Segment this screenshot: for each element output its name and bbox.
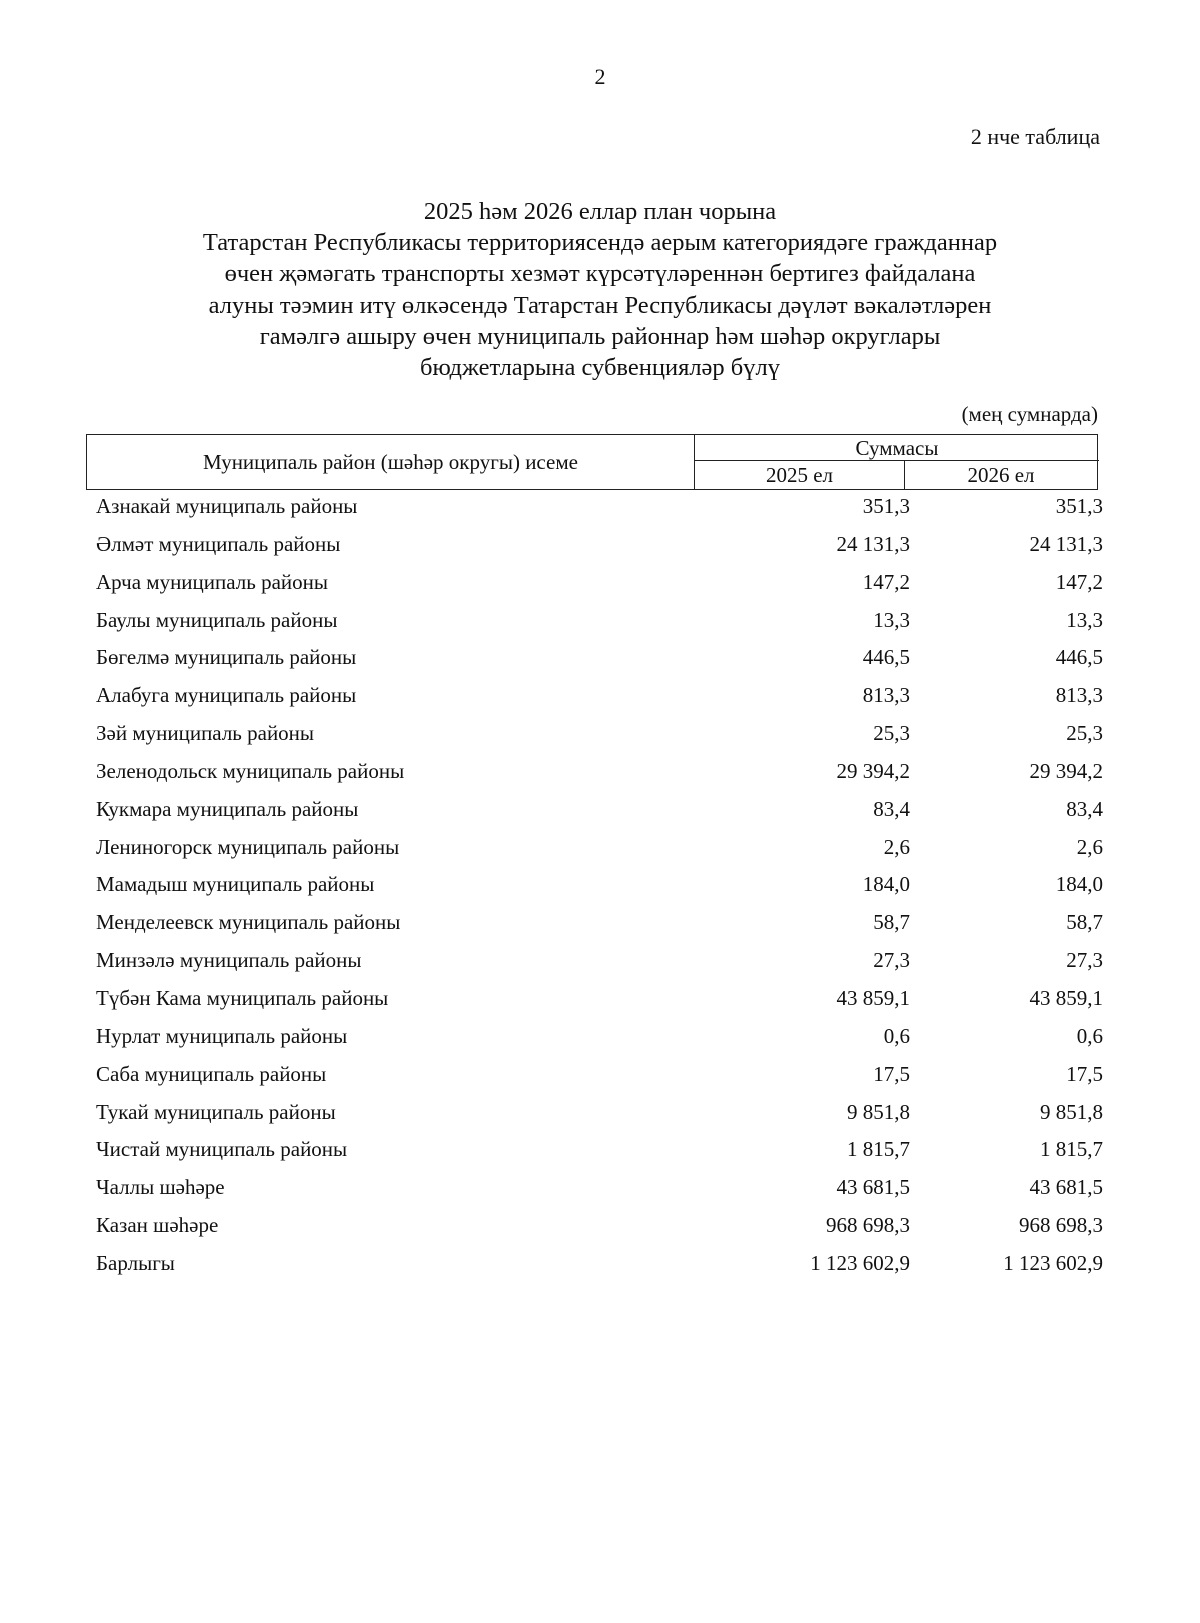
row-value-2025: 0,6 [883,1023,910,1048]
table-row [0,906,1200,944]
row-value-2025: 1 123 602,9 [810,1250,910,1275]
row-value-2025: 13,3 [873,607,910,632]
row-value-2026: 29 394,2 [1029,758,1103,783]
title-line: өчен җәмәгать транспорты хезмәт күрсәтүләреннән бертигез файдалана [224,260,976,288]
table-row [0,641,1200,679]
row-value-2026: 25,3 [1066,721,1103,746]
table-label: 2 нче таблица [970,124,1100,149]
table-row [0,528,1200,566]
row-name: Алабуга муниципаль районы [96,683,357,708]
row-name: Казан шәһәре [96,1213,219,1238]
row-name: Кукмара муниципаль районы [96,796,359,821]
total-row [0,1247,1200,1285]
header-sums-column: Суммасы [695,435,1099,461]
table-row [0,566,1200,604]
row-value-2026: 1 815,7 [1040,1137,1103,1162]
row-name: Саба муниципаль районы [96,1061,327,1086]
row-name: Чаллы шәһәре [96,1175,225,1200]
row-value-2026: 2,6 [1076,834,1103,859]
row-value-2025: 968 698,3 [826,1213,910,1238]
row-value-2026: 351,3 [1055,494,1103,518]
row-name: Әлмәт муниципаль районы [96,531,341,556]
row-value-2026: 43 681,5 [1029,1175,1103,1200]
row-value-2025: 17,5 [873,1061,910,1086]
title-line: бюджетларына субвенцияләр бүлү [420,354,780,382]
row-value-2025: 351,3 [862,494,910,518]
row-value-2025: 1 815,7 [847,1137,910,1162]
document-title [130,196,1070,383]
row-value-2026: 58,7 [1066,910,1103,935]
row-value-2025: 2,6 [883,834,910,859]
table-row [0,490,1200,528]
page-number: 2 [594,64,606,89]
table-row [0,982,1200,1020]
table-row [0,1058,1200,1096]
row-value-2025: 813,3 [862,683,910,708]
row-name: Зеленодольск муниципаль районы [96,758,405,783]
row-value-2025: 446,5 [862,645,910,670]
row-value-2026: 813,3 [1055,683,1103,708]
row-value-2025: 58,7 [873,910,910,935]
row-value-2026: 446,5 [1055,645,1103,670]
row-value-2025: 43 681,5 [836,1175,910,1200]
table-row [0,604,1200,642]
row-value-2025: 147,2 [862,569,910,594]
row-name: Бөгелмә муниципаль районы [96,645,357,670]
title-line: гамәлгә ашыру өчен муниципаль районнар һәм шәһәр округлары [259,322,941,350]
row-name: Барлыгы [96,1250,175,1275]
row-name: Нурлат муниципаль районы [96,1023,348,1048]
table-row [0,868,1200,906]
title-line: 2025 һәм 2026 еллар план чорына [423,198,777,225]
title-line: Татарстан Республикасы территориясендә аерым категориядәге гражданнар [202,229,998,257]
row-value-2025: 184,0 [862,872,910,897]
row-value-2025: 83,4 [873,796,910,821]
table-row [0,755,1200,793]
table-row [0,1096,1200,1134]
row-value-2026: 9 851,8 [1040,1099,1103,1124]
row-value-2026: 83,4 [1066,796,1103,821]
row-value-2026: 968 698,3 [1019,1213,1103,1238]
table-body [0,490,1200,1285]
row-name: Арча муниципаль районы [96,569,328,594]
row-name: Тукай муниципаль районы [96,1099,336,1124]
row-value-2026: 1 123 602,9 [1003,1250,1103,1275]
units-note: (мең сумнарда) [961,402,1098,426]
row-name: Минзәлә муниципаль районы [96,948,362,973]
row-value-2026: 43 859,1 [1029,985,1103,1010]
table-row [0,944,1200,982]
row-value-2025: 27,3 [873,948,910,973]
table-row [0,1209,1200,1247]
table-row [0,831,1200,869]
row-value-2026: 184,0 [1055,872,1103,897]
row-value-2026: 24 131,3 [1029,531,1103,556]
row-value-2026: 27,3 [1066,948,1103,973]
row-value-2025: 25,3 [873,721,910,746]
table-row [0,793,1200,831]
row-name: Мамадыш муниципаль районы [96,872,375,897]
row-name: Азнакай муниципаль районы [96,494,358,518]
title-line: алуны тәэмин итү өлкәсендә Татарстан Республикасы дәүләт вәкаләтләрен [208,291,992,319]
row-value-2026: 147,2 [1055,569,1103,594]
row-value-2025: 24 131,3 [836,531,910,556]
row-value-2026: 13,3 [1066,607,1103,632]
row-name: Баулы муниципаль районы [96,607,338,632]
row-name: Лениногорск муниципаль районы [96,834,400,859]
table-row [0,1171,1200,1209]
row-value-2026: 0,6 [1076,1023,1103,1048]
header-year-2025: 2025 ел [695,461,905,489]
table-row [0,717,1200,755]
row-name: Түбән Кама муниципаль районы [96,985,389,1010]
header-name-column: Муниципаль район (шәһәр округы) исеме [87,435,695,489]
table-row [0,1133,1200,1171]
row-value-2025: 9 851,8 [847,1099,910,1124]
row-name: Чистай муниципаль районы [96,1137,348,1162]
row-value-2025: 43 859,1 [836,985,910,1010]
header-year-2026: 2026 ел [967,463,1035,487]
row-name: Зәй муниципаль районы [96,721,315,746]
row-value-2025: 29 394,2 [836,758,910,783]
row-value-2026: 17,5 [1066,1061,1103,1086]
table-row [0,679,1200,717]
row-name: Менделеевск муниципаль районы [96,910,401,935]
table-header [86,434,1098,490]
table-row [0,1020,1200,1058]
